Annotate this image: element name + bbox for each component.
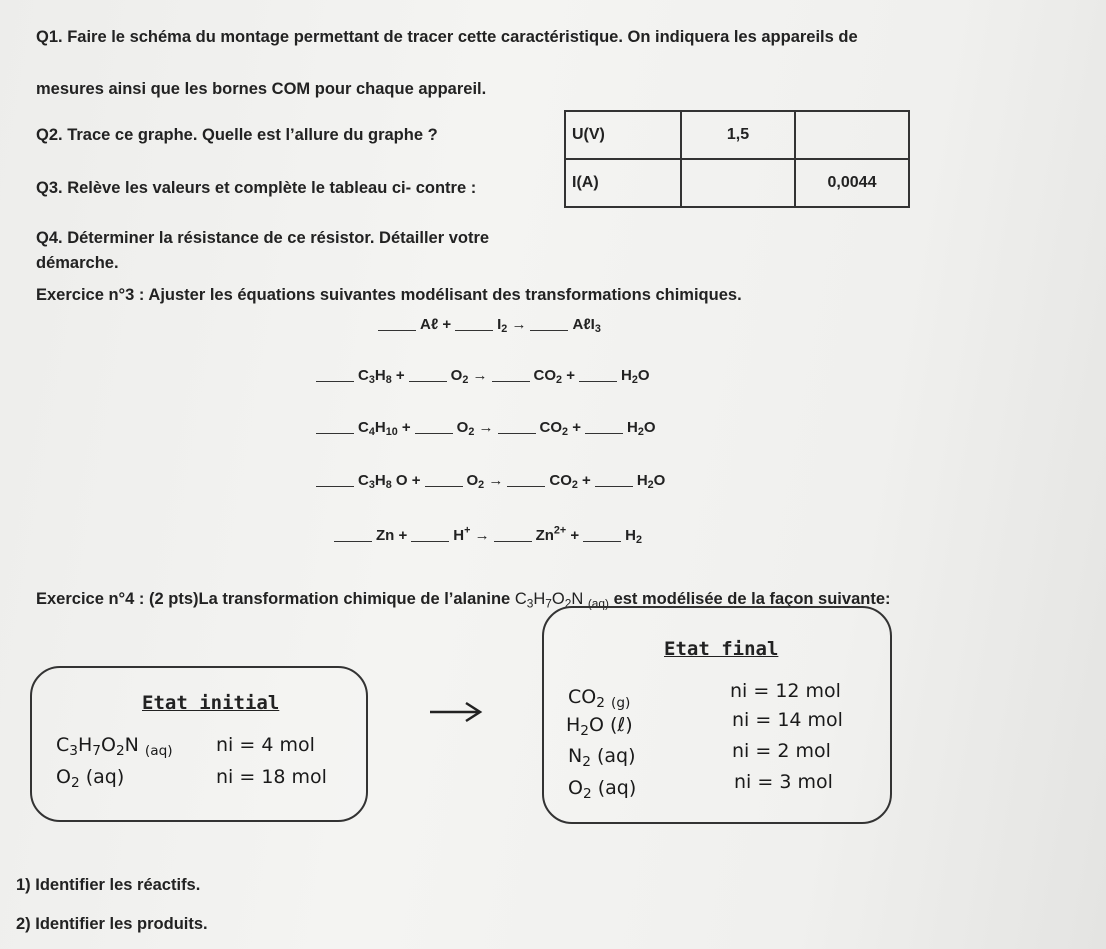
initial-species-o2: $O_2$ (aq) (56, 766, 125, 792)
measurement-table (564, 110, 910, 208)
final-species-n2: $N_2$ (aq) (568, 745, 636, 771)
equation-5: $Zn + H^+ \to Zn^{2+} + H_2$ (330, 527, 642, 544)
final-species-h2o: $H_2O$ (ℓ) (566, 714, 633, 740)
question-2-number: Q2. (36, 126, 63, 144)
table-cell (681, 159, 795, 207)
final-amount-n2: ni = 2 mol (732, 740, 831, 762)
question-2-text: Trace ce graphe. Quelle est l’allure du graphe ? (67, 126, 438, 144)
initial-state-title: Etat initial (142, 692, 280, 714)
exercise-4-text-after: est modélisée de la façon suivante: (613, 590, 891, 608)
exercise-3-text: Ajuster les équations suivantes modélisant des transformations chimiques. (148, 286, 742, 304)
initial-species-alanine: $C_3H_7O_2N$ $_{(aq)}$ (56, 734, 173, 760)
final-amount-h2o: ni = 14 mol (732, 709, 843, 731)
exercise-3-title: Exercice n°3 : (36, 286, 145, 304)
final-state-title: Etat final (664, 638, 779, 660)
table-cell-label: I(A) (565, 159, 681, 207)
question-1-text: Faire le schéma du montage permettant de tracer cette caractéristique. On indiquera les appareils de (67, 28, 858, 46)
question-3-number: Q3. (36, 179, 63, 197)
equation-3: $C_4H_{10} + O_2 \to CO_2 + H_2O$ (312, 419, 656, 436)
table-cell: 1,5 (681, 111, 795, 159)
task-1: 1) Identifier les réactifs. (16, 876, 201, 894)
question-1-line-2: mesures ainsi que les bornes COM pour chaque appareil. (36, 80, 487, 98)
equation-4: $C_3H_8$ $O + O_2 \to CO_2 + H_2O$ (312, 472, 665, 489)
table-row (565, 111, 909, 159)
exercise-4-text-before: La transformation chimique de l’alanine (198, 590, 511, 608)
table-cell-label: U(V) (565, 111, 681, 159)
question-3 (36, 179, 476, 198)
question-1-line-1 (36, 28, 858, 47)
exercise-4-heading: Exercice n°4 : (2 pts)La transformation chimique de l’alanine $C_3H_7O_2N$ $_{(aq)}$ est modélisée de la façon suivante: (36, 590, 891, 611)
initial-amount-alanine: ni = 4 mol (216, 734, 315, 756)
question-2 (36, 126, 438, 145)
equation-1: Aℓ + $I_2$ → AℓI$_3$ (374, 316, 601, 333)
question-4-text: Déterminer la résistance de ce résistor. Détailler votre (67, 229, 490, 247)
question-4-number: Q4. (36, 229, 63, 247)
question-1-number: Q1. (36, 28, 63, 46)
table-cell: 0,0044 (795, 159, 909, 207)
equation-2: $C_3H_8 + O_2 \to CO_2 + H_2O$ (312, 367, 650, 384)
question-4-line-1 (36, 229, 489, 248)
final-amount-co2: ni = 12 mol (730, 680, 841, 702)
question-3-text: Relève les valeurs et complète le tableau ci- contre : (67, 179, 477, 197)
exercise-4-title: Exercice n°4 : (2 pts) (36, 590, 199, 608)
reaction-arrow-icon (428, 700, 484, 724)
task-2: 2) Identifier les produits. (16, 915, 208, 933)
final-species-co2: $CO_2$ $_{(g)}$ (568, 686, 631, 712)
exercise-3-heading (36, 286, 742, 305)
final-species-o2: $O_2$ (aq) (568, 777, 637, 803)
final-amount-o2: ni = 3 mol (734, 771, 833, 793)
question-4-line-2: démarche. (36, 254, 119, 272)
table-cell (795, 111, 909, 159)
initial-amount-o2: ni = 18 mol (216, 766, 327, 788)
table-row (565, 159, 909, 207)
